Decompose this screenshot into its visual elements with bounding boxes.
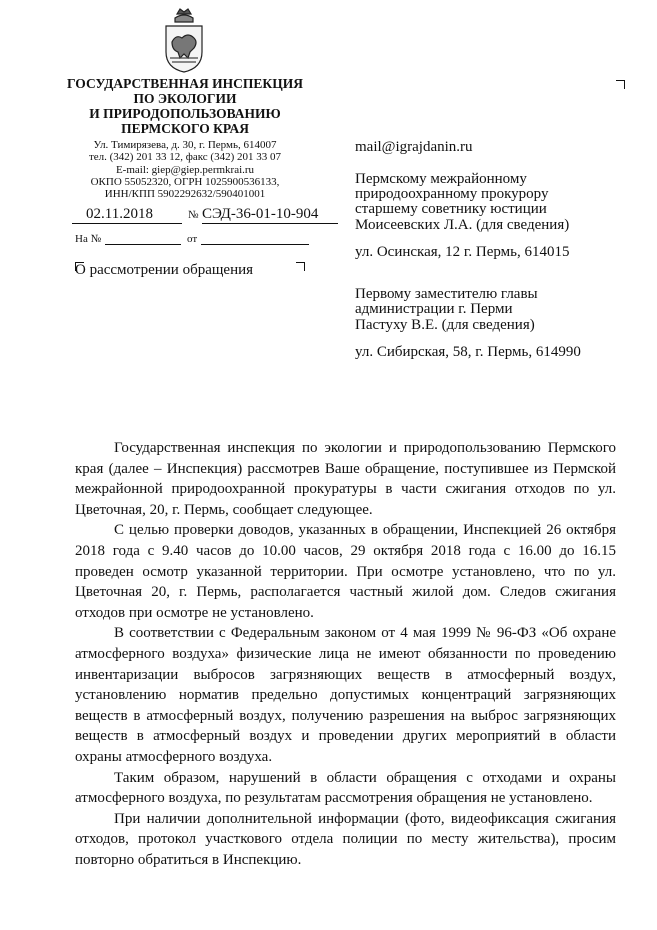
org-name-line: И ПРИРОДОПОЛЬЗОВАНИЮ [89,106,281,121]
body-paragraph: Таким образом, нарушений в области обращения с отходами и охраны атмосферного воздуха, по результатам рассмотрения обращения не установлено. [75,769,616,807]
body-paragraph: В соответствии с Федеральным законом от 4 мая 1999 № 96-ФЗ «Об охране атмосферного воздуха» физические лица не имеют обязанности по проведению инвентаризации выбросов загрязняющих веществ в атмосферный воздух, установлению норматив предельно допустимых концентраций загрязняющих веществ в атмосферный воздух, получению разрешения на выброс загрязняющих веществ в атмосферный воздух и проведении других мероприятий в области охраны атмосферного воздуха. [75,625,616,765]
reference-number-blank [105,244,181,245]
registration-number: СЭД-36-01-10-904 [202,206,319,222]
body-paragraph: Государственная инспекция по экологии и природопользованию Пермского края (далее – Инспекция) рассмотрев Ваше обращение, поступившее из Пермской межрайонной природоохранной прокуратуры в части сжигания отходов по ул. Цветочная, 20, г. Пермь, сообщает следующее. [75,440,616,518]
prosecutor-line: старшему советнику юстиции [355,201,547,217]
reference-number-label: На № [75,233,102,245]
body-paragraph: С целью проверки доводов, указанных в обращении, Инспекцией 26 октября 2018 года с 9.40 часов до 10.00 часов, 29 октября 2018 года с 16.00 до 16.15 проведен осмотр указанной территории. При осмотре установлено, что по ул. Цветочная 20, г. Пермь, располагается частный жилой дом. Следов сжигания отходов при осмотре не установлено. [75,522,616,621]
recipient-prosecutor [355,172,548,217]
number-underline [202,223,338,224]
org-name-line: ПО ЭКОЛОГИИ [133,91,237,106]
contact-address: Ул. Тимирязева, д. 30, г. Пермь, 614007 [93,139,277,151]
registration-line [70,206,340,226]
administration-line: администрации г. Перми [355,301,513,317]
contact-email: E-mail: giep@giep.permkrai.ru [115,163,255,176]
body-paragraph: При наличии дополнительной информации (фото, видеофиксация сжигания отходов, протокол участкового отдела полиции по месту жительства), просим повторно обратиться в Инспекцию. [75,810,616,868]
recipient-administration [355,287,538,317]
administration-line: Первому заместителю главы [355,286,538,302]
organization-name [60,76,310,136]
prosecutor-name: Моисеевских Л.А. (для сведения) [355,217,570,233]
address-corner-right [616,80,625,89]
prosecutor-line: природоохранному прокурору [355,186,549,202]
administration-name: Пастуху В.Е. (для сведения) [355,317,535,333]
letter-body [75,438,616,870]
subject-corner-right [296,262,305,271]
reference-line [75,233,310,251]
contact-inn: ИНН/КПП 5902292632/590401001 [104,188,266,201]
recipient-email: mail@igrajdanin.ru [355,139,473,155]
reference-date-blank [201,244,309,245]
letter-subject: О рассмотрении обращения [75,262,254,278]
date-underline [72,223,182,224]
administration-address: ул. Сибирская, 58, г. Пермь, 614990 [355,344,581,360]
org-name-line: ПЕРМСКОГО КРАЯ [121,121,249,136]
org-name-line: ГОСУДАРСТВЕННАЯ ИНСПЕКЦИЯ [67,76,303,91]
reference-from-label: от [187,233,198,245]
organization-contacts [60,139,310,200]
prosecutor-address: ул. Осинская, 12 г. Пермь, 614015 [355,244,570,260]
prosecutor-line: Пермскому межрайонному [355,171,527,187]
registration-date: 02.11.2018 [86,206,153,222]
coat-of-arms-icon [160,8,208,74]
number-sign: № [188,209,199,221]
contact-phone: тел. (342) 201 33 12, факс (342) 201 33 07 [88,151,282,164]
contact-okpo: ОКПО 55052320, ОГРН 1025900536133, [90,175,280,188]
